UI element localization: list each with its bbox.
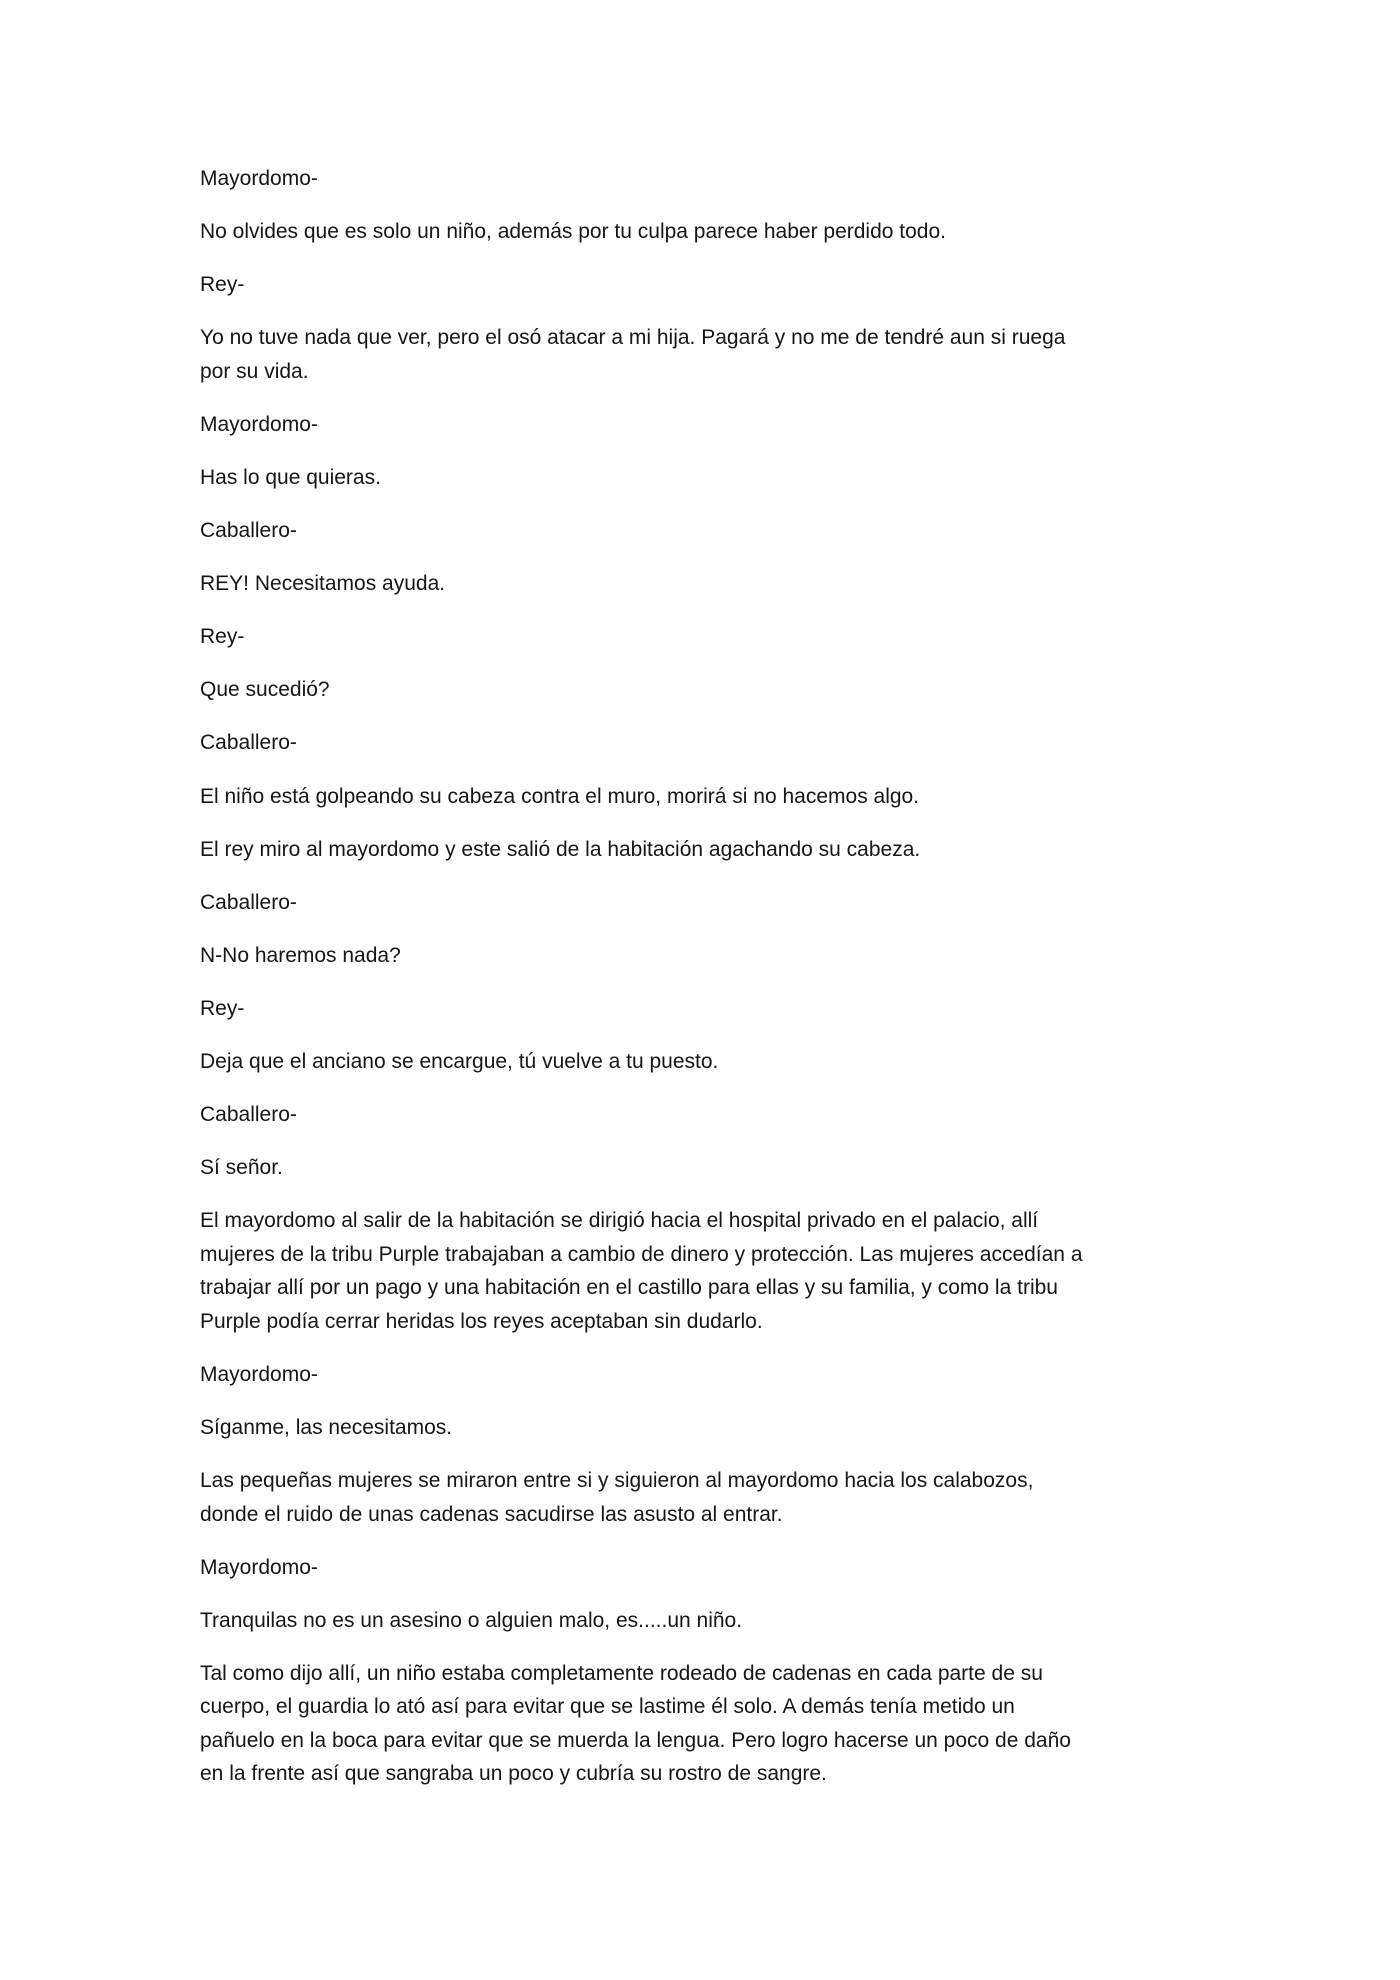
text-line: Mayordomo- (200, 1555, 318, 1579)
text-line: pañuelo en la boca para evitar que se muerda la lengua. Pero logro hacerse un poco de daño (200, 1728, 1071, 1752)
text-line: El niño está golpeando su cabeza contra el muro, morirá si no hacemos algo. (200, 784, 920, 808)
speaker-label (200, 726, 1400, 760)
dialogue-paragraph (200, 939, 1400, 973)
text-line: mujeres de la tribu Purple trabajaban a cambio de dinero y protección. Las mujeres accedían a (200, 1242, 1083, 1266)
text-line: Síganme, las necesitamos. (200, 1415, 453, 1439)
dialogue-paragraph (200, 1045, 1400, 1079)
narration-paragraph (200, 1657, 1400, 1791)
narration-paragraph (200, 1464, 1400, 1531)
text-line: El mayordomo al salir de la habitación se dirigió hacia el hospital privado en el palacio, allí (200, 1209, 1039, 1233)
text-line: Mayordomo- (200, 167, 318, 190)
dialogue-paragraph (200, 1411, 1400, 1445)
text-line: Rey- (200, 273, 245, 297)
text-line: Sí señor. (200, 1156, 283, 1180)
speaker-label (200, 1358, 1400, 1392)
text-line: Tal como dijo allí, un niño estaba completamente rodeado de cadenas en cada parte de su (200, 1661, 1043, 1685)
narration-paragraph (200, 833, 1400, 867)
text-line: por su vida. (200, 359, 309, 383)
text-line: Caballero- (200, 1103, 297, 1127)
text-line: N-No haremos nada? (200, 943, 401, 967)
text-line: No olvides que es solo un niño, además por tu culpa parece haber perdido todo. (200, 220, 946, 244)
dialogue-paragraph (200, 780, 1400, 814)
text-line: Yo no tuve nada que ver, pero el osó atacar a mi hija. Pagará y no me de tendré aun si ruega (200, 326, 1066, 350)
dialogue-paragraph (200, 673, 1400, 707)
speaker-label (200, 162, 1400, 196)
text-line: Rey- (200, 996, 245, 1020)
speaker-label (200, 886, 1400, 920)
text-line: Caballero- (200, 519, 297, 543)
text-line: Las pequeñas mujeres se miraron entre si y siguieron al mayordomo hacia los calabozos, (200, 1469, 1034, 1493)
dialogue-paragraph (200, 321, 1400, 388)
text-line: Caballero- (200, 731, 297, 755)
dialogue-paragraph (200, 215, 1400, 249)
text-line: cuerpo, el guardia lo ató así para evitar que se lastime él solo. A demás tenía metido un (200, 1695, 1015, 1719)
text-line: Has lo que quieras. (200, 465, 381, 489)
text-line: REY! Necesitamos ayuda. (200, 572, 446, 596)
text-line: Que sucedió? (200, 678, 330, 702)
text-line: Rey- (200, 625, 245, 649)
speaker-label (200, 268, 1400, 302)
text-line: donde el ruido de unas cadenas sacudirse las asusto al entrar. (200, 1502, 783, 1526)
dialogue-paragraph (200, 461, 1400, 495)
speaker-label (200, 514, 1400, 548)
text-line: El rey miro al mayordomo y este salió de la habitación agachando su cabeza. (200, 837, 921, 861)
speaker-label (200, 992, 1400, 1026)
speaker-label (200, 1098, 1400, 1132)
text-line: trabajar allí por un pago y una habitación en el castillo para ellas y su familia, y como la tribu (200, 1276, 1058, 1300)
text-line: Tranquilas no es un asesino o alguien malo, es.....un niño. (200, 1608, 743, 1632)
text-line: Caballero- (200, 890, 297, 914)
dialogue-paragraph (200, 1151, 1400, 1185)
text-line: Deja que el anciano se encargue, tú vuelve a tu puesto. (200, 1050, 719, 1073)
speaker-label (200, 1551, 1400, 1585)
speaker-label (200, 408, 1400, 442)
dialogue-paragraph (200, 567, 1400, 601)
speaker-label (200, 620, 1400, 654)
text-line: en la frente así que sangraba un poco y cubría su rostro de sangre. (200, 1762, 827, 1786)
text-line: Mayordomo- (200, 1362, 318, 1386)
dialogue-paragraph (200, 1604, 1400, 1638)
text-line: Purple podía cerrar heridas los reyes aceptaban sin dudarlo. (200, 1309, 763, 1333)
narration-paragraph (200, 1204, 1400, 1338)
text-line: Mayordomo- (200, 412, 318, 436)
